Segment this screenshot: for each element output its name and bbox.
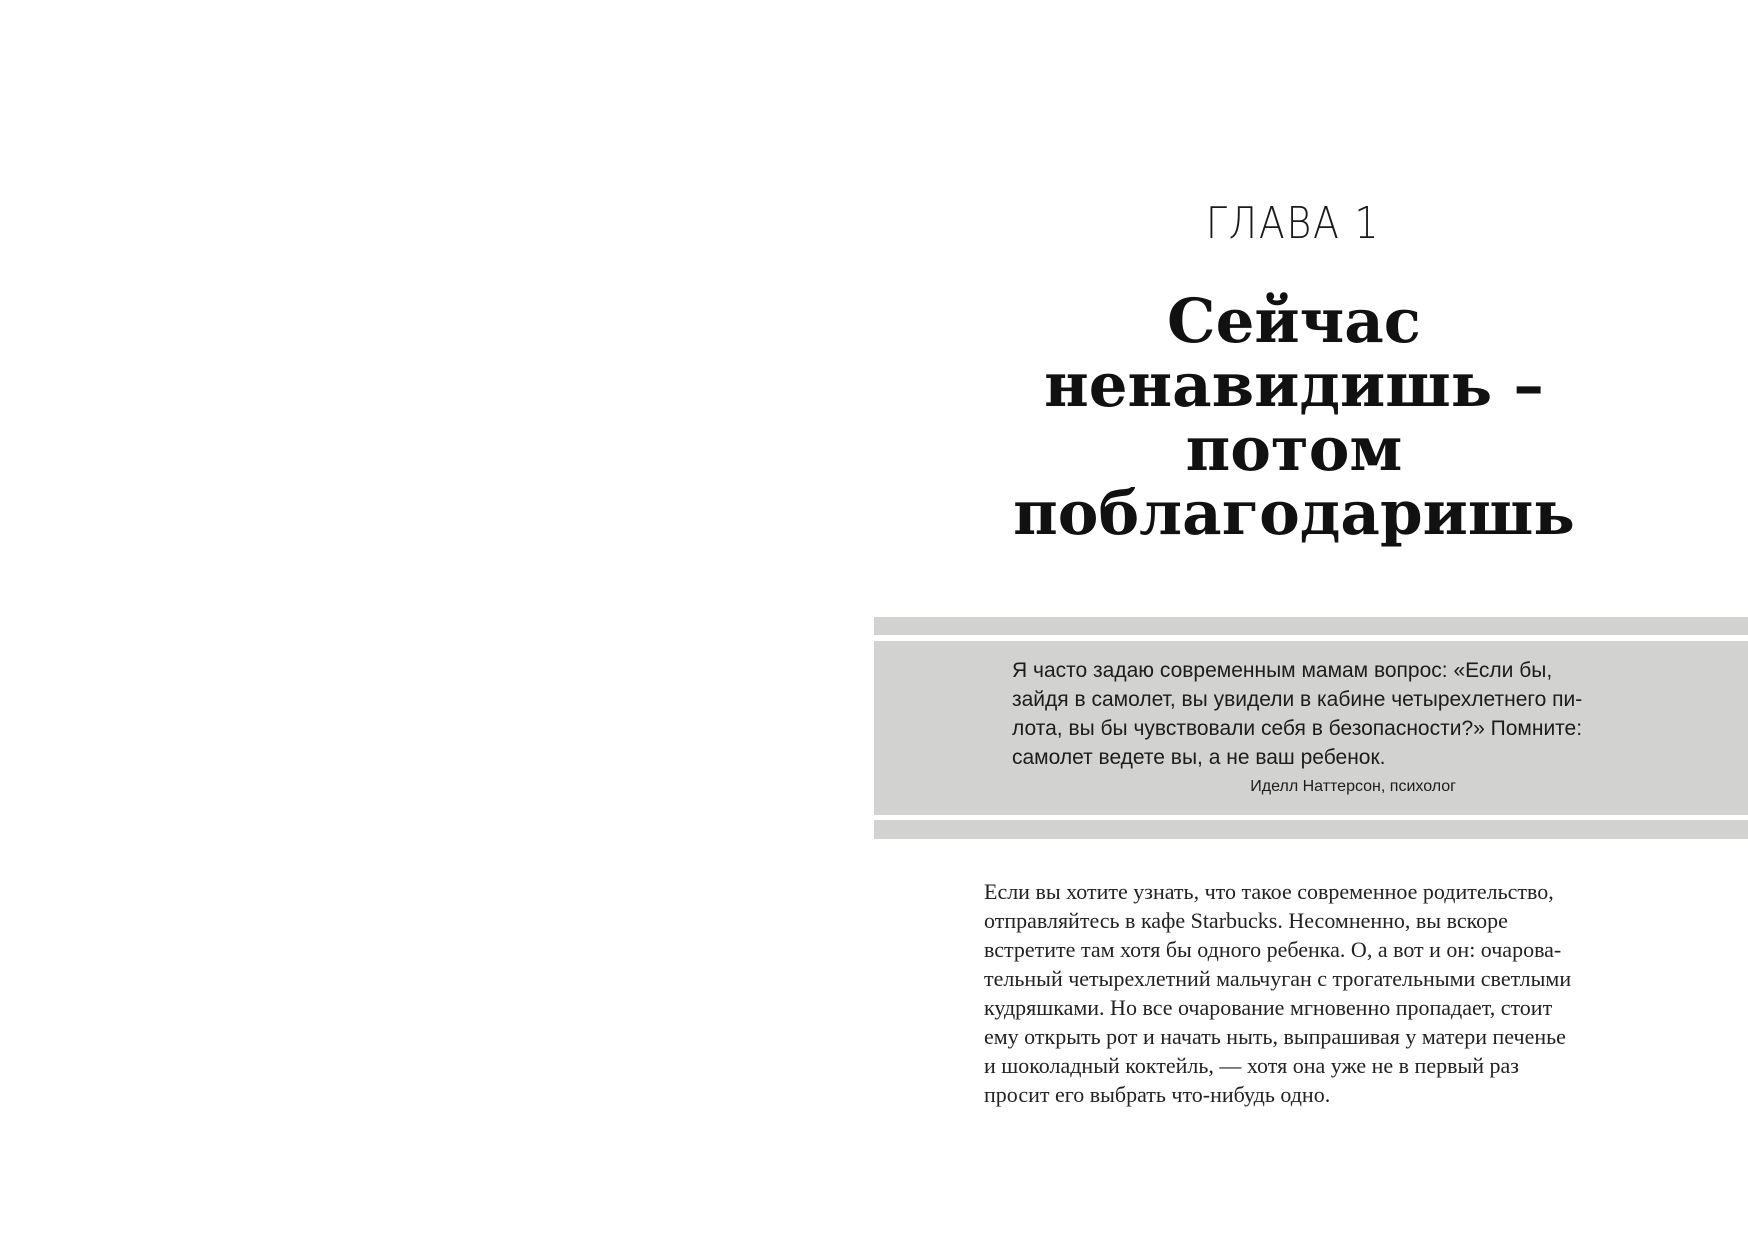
chapter-title-line: ненавидишь – [1044,350,1544,421]
body-line: Если вы хотите узнать, что такое современное родительство, [984,879,1554,904]
body-line: отправляйтесь в кафе Starbucks. Несомненно, вы вскоре [984,908,1508,933]
body-paragraph [984,877,1572,1109]
body-line: просит его выбрать что-нибудь одно. [984,1082,1331,1107]
epigraph-line: Я часто задаю современным мамам вопрос: «Если бы, [1012,659,1553,682]
body-line: ему открыть рот и начать ныть, выпрашивая у матери печенье [984,1024,1566,1049]
chapter-label: ГЛАВА 1 [1205,198,1381,249]
epigraph-line: зайдя в самолет, вы увидели в кабине четырехлетнего пи- [1012,688,1583,711]
chapter-title-line: Сейчас [1167,286,1421,357]
epigraph-band-bottom [874,820,1748,839]
chapter-title-line: поблагодаришь [1013,478,1575,549]
chapter-title-line: потом [1185,414,1403,485]
chapter-title [944,286,1644,549]
epigraph-band-top [874,617,1748,635]
epigraph-attribution: Иделл Наттерсон, психолог [1250,778,1456,795]
epigraph-line: самолет ведете вы, а не ваш ребенок. [1012,746,1386,769]
body-line: встретите там хотя бы одного ребенка. О, а вот и он: очарова- [984,937,1562,962]
right-page [874,0,1748,1240]
epigraph-quote [1012,656,1583,772]
body-line: кудряшками. Но все очарование мгновенно пропадает, стоит [984,995,1553,1020]
body-line: и шоколадный коктейль, — хотя она уже не в первый раз [984,1053,1519,1078]
epigraph-line: лота, вы бы чувствовали себя в безопасности?» Помните: [1012,717,1583,740]
body-line: тельный четырехлетний мальчуган с трогательными светлыми [984,966,1572,991]
